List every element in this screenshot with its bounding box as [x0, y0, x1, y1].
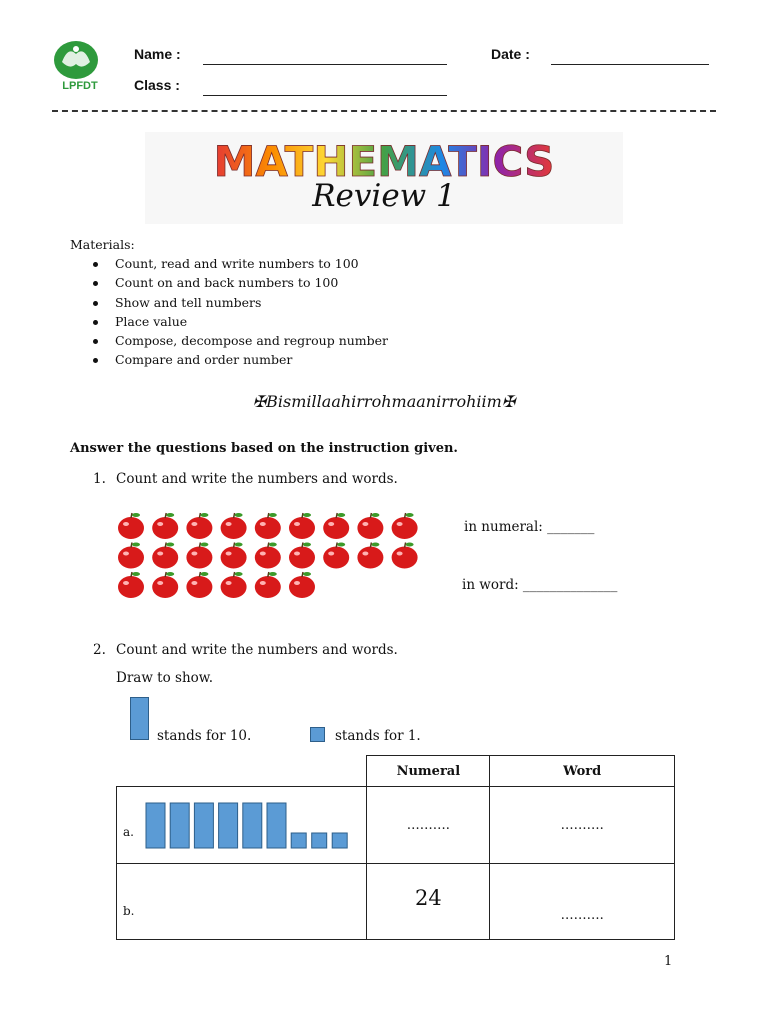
apple-icon — [186, 513, 212, 539]
class-field[interactable] — [203, 95, 447, 96]
table-row — [117, 787, 675, 864]
list-item: Compose, decompose and regroup number — [92, 333, 388, 352]
name-label: Name : — [134, 46, 181, 62]
q2-draw-text: Draw to show. — [116, 670, 214, 686]
ones-block — [332, 833, 347, 848]
q2-number: 2. — [93, 642, 106, 658]
row-a-word-cell[interactable]: ………. — [490, 787, 675, 864]
apple-icon — [392, 543, 418, 569]
apple-icon — [221, 513, 247, 539]
tens-block — [219, 803, 238, 848]
apple-icon — [255, 572, 281, 598]
ones-legend-text: stands for 1. — [335, 728, 421, 744]
q2-text: Count and write the numbers and words. — [116, 642, 398, 658]
q1-word-answer[interactable]: in word: ______________ — [462, 577, 618, 593]
apple-icon — [152, 572, 178, 598]
row-label: b. — [123, 904, 135, 918]
basmala: ✠Bismillaahirrohmaanirrohiim✠ — [252, 392, 516, 411]
apple-icon — [118, 572, 144, 598]
title-banner — [145, 132, 623, 224]
date-field[interactable] — [551, 64, 709, 65]
name-field[interactable] — [203, 64, 447, 65]
row-a-picture-cell — [117, 787, 367, 864]
review-title: Review 1 — [312, 178, 456, 214]
tens-legend-text: stands for 10. — [157, 728, 252, 744]
school-logo — [44, 36, 108, 100]
column-header-numeral: Numeral — [367, 756, 490, 787]
apple-icon — [152, 543, 178, 569]
materials-heading: Materials: — [70, 237, 135, 252]
row-a-numeral-cell[interactable]: ………. — [367, 787, 490, 864]
apple-icon — [118, 513, 144, 539]
apple-icon — [289, 543, 315, 569]
instruction: Answer the questions based on the instruction given. — [70, 441, 458, 456]
ones-block-legend-icon — [310, 727, 325, 742]
tens-block — [267, 803, 286, 848]
tens-block-legend-icon — [130, 697, 149, 740]
apple-icon — [323, 513, 349, 539]
subject-title-text: MATHEMATICS — [213, 137, 555, 184]
column-header-word: Word — [490, 756, 675, 787]
logo-text: LPFDT — [62, 80, 98, 92]
apple-icon — [186, 572, 212, 598]
table-corner — [117, 756, 367, 787]
materials-list — [92, 256, 388, 372]
page-number: 1 — [664, 954, 673, 969]
row-b-numeral-cell: 24 — [367, 864, 490, 940]
header-divider — [52, 110, 716, 112]
answer-table — [116, 755, 675, 940]
table-row — [117, 864, 675, 940]
apple-icon — [357, 513, 383, 539]
apple-icon — [221, 572, 247, 598]
date-label: Date : — [491, 46, 530, 62]
ones-block — [312, 833, 327, 848]
tens-block — [243, 803, 262, 848]
apple-icon — [289, 513, 315, 539]
list-item: Count on and back numbers to 100 — [92, 275, 388, 294]
apple-icon — [357, 543, 383, 569]
list-item: Count, read and write numbers to 100 — [92, 256, 388, 275]
list-item: Place value — [92, 314, 388, 333]
apple-icon — [152, 513, 178, 539]
place-value-blocks — [143, 801, 353, 851]
tens-block — [146, 803, 165, 848]
ones-block — [291, 833, 306, 848]
apple-icon — [221, 543, 247, 569]
subject-title — [145, 134, 623, 184]
class-label: Class : — [134, 77, 180, 93]
q1-numeral-answer[interactable]: in numeral: _______ — [464, 519, 595, 535]
list-item: Show and tell numbers — [92, 295, 388, 314]
apple-icon — [392, 513, 418, 539]
apple-grid — [114, 512, 424, 602]
q1-text: Count and write the numbers and words. — [116, 471, 398, 487]
apple-icon — [289, 572, 315, 598]
row-b-picture-cell[interactable] — [117, 864, 367, 940]
apple-icon — [255, 513, 281, 539]
apple-icon — [255, 543, 281, 569]
row-b-word-cell[interactable]: ………. — [490, 864, 675, 940]
tens-block — [170, 803, 189, 848]
apple-icon — [323, 543, 349, 569]
row-label: a. — [123, 825, 134, 839]
apple-icon — [118, 543, 144, 569]
list-item: Compare and order number — [92, 352, 388, 371]
tens-block — [194, 803, 213, 848]
apple-icon — [186, 543, 212, 569]
q1-number: 1. — [93, 471, 106, 487]
